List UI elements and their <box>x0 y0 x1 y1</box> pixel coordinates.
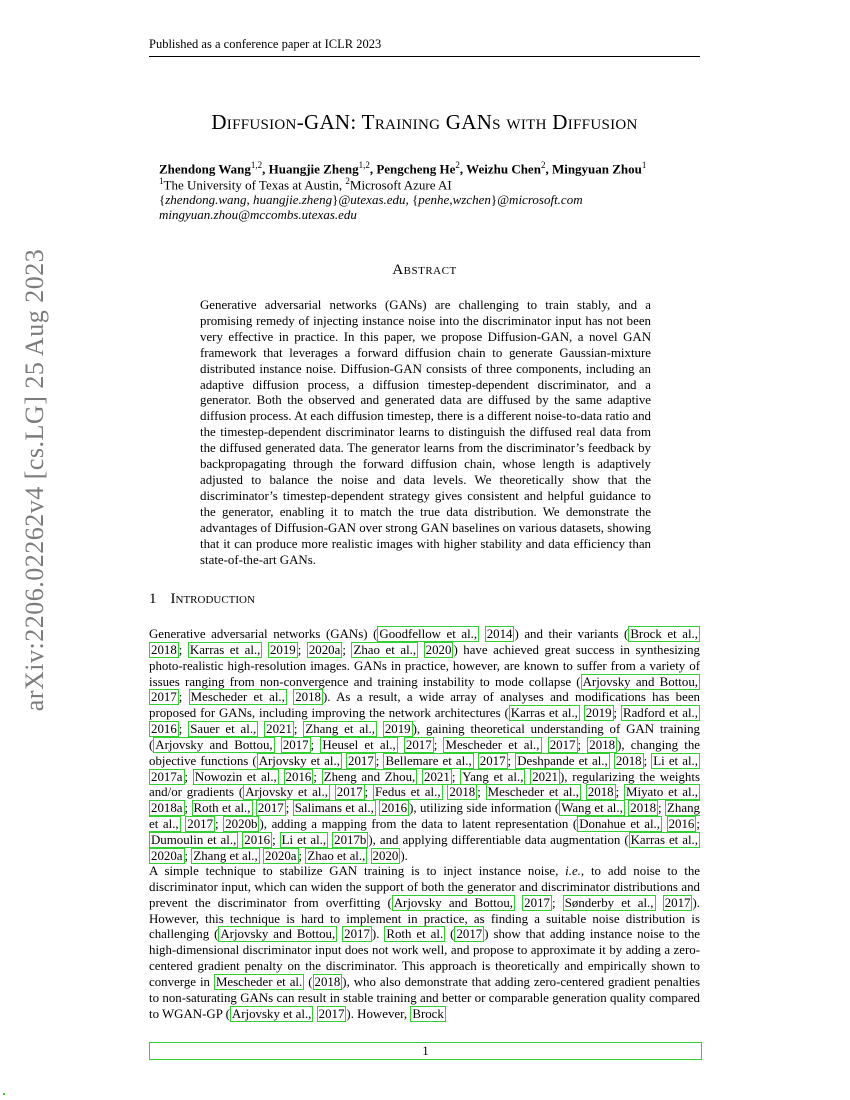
citation-link[interactable]: Karras et al., <box>630 832 698 847</box>
citation-link[interactable]: Deshpande et al., <box>517 753 608 768</box>
affiliation-mark: 2 <box>345 176 350 186</box>
citation-link[interactable]: Arjovsky and Bottou, <box>582 674 698 689</box>
citation-link[interactable]: 2020b <box>225 817 258 832</box>
citation-link[interactable]: Brock <box>412 1006 444 1021</box>
citation-link[interactable]: 2016 <box>285 769 312 784</box>
arxiv-stamp-text: arXiv:2206.02262v4 [cs.LG] 25 Aug 2023 <box>20 248 49 712</box>
citation-link[interactable]: 2021 <box>532 769 558 784</box>
citation-link[interactable]: Zhao et al., <box>353 642 417 657</box>
citation-link[interactable]: Bellemare et al., <box>385 753 472 768</box>
citation-link[interactable]: 2017 <box>348 753 374 768</box>
citation-link[interactable]: 2017 <box>664 895 691 910</box>
citation-link[interactable]: Li et al., <box>281 832 327 847</box>
email-line-1: {zhendong.wang, huangjie.zheng}@utexas.edu, {penhe,wzchen}@microsoft.com <box>159 192 583 207</box>
citation-link[interactable]: Brock et al., <box>630 627 698 641</box>
citation-link[interactable]: Radford et al., <box>622 706 698 721</box>
email-line-2 <box>159 207 357 223</box>
paper-title: Diffusion-GAN: Training GANs with Diffusion <box>211 110 638 134</box>
citation-link[interactable]: 2017 <box>151 690 177 705</box>
citation-link[interactable]: 2017 <box>479 753 506 768</box>
citation-link[interactable]: 2020a <box>265 848 297 863</box>
citation-link[interactable]: Karras et al., <box>189 642 261 657</box>
citation-link[interactable]: 2021 <box>266 722 292 737</box>
citation-link[interactable]: Nowozin et al., <box>194 769 277 784</box>
citation-link[interactable]: Zhao et al., <box>307 848 366 863</box>
citation-link[interactable]: Zhang et al., <box>193 848 258 863</box>
author-name: Huangjie Zheng <box>268 161 359 177</box>
citation-link[interactable]: Sønderby et al., <box>564 895 654 910</box>
author-affiliation-mark: 1,2 <box>250 160 263 170</box>
citation-link[interactable]: Mescheder et al. <box>215 974 303 989</box>
citation-link[interactable]: 2016 <box>151 722 177 737</box>
email-group-1: zhendong.wang, huangjie.zheng <box>165 192 333 207</box>
affiliation-mark: 1 <box>159 176 164 186</box>
citation-link[interactable]: Arjovsky et al., <box>245 785 328 800</box>
citation-link[interactable]: 2017b <box>334 832 367 847</box>
citation-link[interactable]: 2020a <box>308 642 341 657</box>
section-heading <box>149 591 255 608</box>
citation-link[interactable]: 2017 <box>549 737 576 752</box>
section-number: 1 <box>149 591 157 607</box>
citation-link[interactable]: 2017 <box>405 737 432 752</box>
citation-link[interactable]: 2017 <box>456 927 483 942</box>
citation-link[interactable]: 2020a <box>151 848 183 863</box>
citation-link[interactable]: Li et al., <box>653 753 698 768</box>
abstract-heading: Abstract <box>392 262 457 278</box>
citation-link[interactable]: 2017 <box>187 817 214 832</box>
author-name: Mingyuan Zhou <box>551 161 642 177</box>
citation-link[interactable]: 2014 <box>486 627 513 641</box>
citation-link[interactable]: Arjovsky and Bottou, <box>393 895 513 910</box>
email-address: mingyuan.zhou@mccombs.utexas.edu <box>159 207 357 222</box>
citation-link[interactable]: 2020 <box>372 848 399 863</box>
citation-link[interactable]: 2019 <box>585 706 612 721</box>
citation-link[interactable]: 2016 <box>668 817 695 832</box>
email-domain-2: @microsoft.com <box>497 192 583 207</box>
citation-link[interactable]: Karras et al., <box>510 706 578 721</box>
running-head: Published as a conference paper at ICLR 2023 <box>149 37 700 57</box>
citation-link[interactable]: Yang et al., <box>462 769 524 784</box>
citation-link[interactable]: Zhang et al., <box>149 801 700 832</box>
citation-link[interactable]: 2017 <box>318 1006 345 1021</box>
affiliation-name: The University of Texas at Austin <box>163 177 339 193</box>
author-affiliation-mark: 2 <box>540 160 546 170</box>
affiliations: $^1$The University of Texas at Austin, $^2$Microsoft Azure AI <box>159 176 452 193</box>
citation-link[interactable]: 2018 <box>589 737 616 752</box>
citation-link[interactable]: 2017 <box>282 737 309 752</box>
citation-link[interactable]: 2021 <box>424 769 450 784</box>
page-number[interactable]: 1 <box>149 1042 702 1060</box>
author-list: Zhendong Wang$^{1,2}$, Huangjie Zheng$^{1,2}$, Pengcheng He$^2$, Weizhu Chen$^2$, Mingyuan Zhou$^1$ <box>159 160 647 177</box>
citation-link[interactable]: Mescheder et al., <box>445 737 540 752</box>
author-name: Pengcheng He <box>376 161 456 177</box>
italic-text: i.e. <box>565 864 581 878</box>
citation-link[interactable]: 2018 <box>314 974 341 989</box>
section-title: Introduction <box>170 591 255 607</box>
citation-link[interactable]: Fedus et al., <box>375 785 441 800</box>
citation-link[interactable]: 2018 <box>449 785 476 800</box>
citation-link[interactable]: 2018 <box>587 785 614 800</box>
citation-link[interactable]: Mescheder et al., <box>487 785 579 800</box>
author-name: Zhendong Wang <box>159 161 251 177</box>
citation-link[interactable]: 2016 <box>381 801 408 816</box>
citation-link[interactable]: 2017 <box>524 895 550 910</box>
intro-paragraph-1: Generative adversarial networks (GANs) ( Goodfellow et al., 2014 ) and their variants ( Brock et al., 2018 ; Karras et al., 2019 ; 2020a ; Zhao et al., 2020 ) have achieved great success in synthesizing photo-realistic high-resolution images. GANs in practice, however, are known to suffer from a variety of issues ranging from non-convergence and training instability to mode collapse ( Arjovsky and Bottou, 2017 ; Mescheder et al., 2018 ). As a result, a wide array of analyses and modifications has been proposed for GANs, including improving the network architectures ( Karras et al., 2019 ; Radford et al., 2016 ; Sauer et al., 2021 ; Zhang et al., 2019 ), gaining theoretical understanding of GAN training ( Arjovsky and Bottou, 2017 ; Heusel et al., 2017 ; Mescheder et al., 2017 ; 2018 ), changing the objective functions ( Arjovsky et al., 2017 ; Bellemare et al., 2017 ; Deshpande et al., 2018 ; Li et al., 2017a ; Nowozin et al., 2016 ; Zheng and Zhou, 2021 ; Yang et al., 2021 ), regularizing the weights and/or gradients ( Arjovsky et al., 2017 ; Fedus et al., 2018 ; Mescheder et al., 2018 ; Miyato et al., 2018a ; Roth et al., 2017 ; Salimans et al., 2016 ), utilizing side information ( Wang et al., 2018 ; Zhang et al., 2017 ; 2020b ), adding a mapping from the data to latent representation ( Donahue et al., 2016 ; Dumoulin et al., 2016 ; Li et al., 2017b ), and applying differentiable data augmentation ( Karras et al., 2020a ; Zhang et al., 2020a ; Zhao et al., 2020 ). <box>149 627 701 863</box>
citation-link[interactable]: Arjovsky and Bottou, <box>155 737 273 752</box>
citation-link[interactable]: Zheng and Zhou, <box>323 769 416 784</box>
citation-link[interactable]: 2018 <box>630 801 657 816</box>
author-affiliation-mark: 2 <box>455 160 460 170</box>
citation-link[interactable]: Arjovsky et al., <box>258 753 340 768</box>
email-domain-1: @utexas.edu <box>338 192 406 207</box>
citation-link[interactable]: Roth et al. <box>386 927 444 942</box>
intro-paragraph-2: A simple technique to stabilize GAN training is to inject instance noise, i.e., to add noise to the discriminator input, which can widen the support of both the generator and discriminator distributions and prevent the discriminator from overfitting ( Arjovsky and Bottou, 2017 ; Sønderby et al., 2017 ). However, this technique is hard to implement in practice, as finding a suitable noise distribution is challenging ( Arjovsky and Bottou, 2017 ). Roth et al. ( 2017 ) show that adding instance noise to the high-dimensional discriminator input does not work well, and propose to approximate it by adding a zero-centered gradient penalty on the discriminator. This approach is theoretically and empirically shown to converge in Mescheder et al. ( 2018 ), who also demonstrate that adding zero-centered gradient penalties to non-saturating GANs can result in stable training and better or comparable generation quality compared to WGAN-GP ( Arjovsky et al., 2017 ). However, Brock <box>149 864 700 1021</box>
citation-link[interactable]: Donahue et al., <box>579 817 660 832</box>
citation-link[interactable]: 2019 <box>269 642 296 657</box>
citation-link[interactable]: Zhang et al., <box>305 722 375 737</box>
citation-link[interactable]: 2020 <box>425 642 452 657</box>
citation-link[interactable]: Mescheder et al., <box>190 690 285 705</box>
citation-link[interactable]: 2016 <box>244 832 271 847</box>
citation-link[interactable]: 2018 <box>295 690 321 705</box>
citation-link[interactable]: Goodfellow et al., <box>379 627 478 641</box>
citation-link[interactable]: 2017 <box>257 801 284 816</box>
email-group-2: penhe,wzchen <box>418 192 491 207</box>
author-name: Weizhu Chen <box>466 161 541 177</box>
citation-link[interactable]: 2019 <box>384 722 411 737</box>
citation-link[interactable]: 2018a <box>151 801 183 816</box>
citation-link[interactable]: Heusel et al., <box>322 737 396 752</box>
citation-link[interactable]: 2017a <box>151 769 183 784</box>
author-affiliation-mark: 1 <box>641 160 647 170</box>
citation-link[interactable]: Arjovsky et al., <box>231 1006 312 1021</box>
citation-link[interactable]: Sauer et al., <box>190 722 257 737</box>
citation-link[interactable]: 2017 <box>344 927 370 942</box>
link-marker <box>3 1093 5 1095</box>
citation-link[interactable]: 2018 <box>615 753 642 768</box>
citation-link[interactable]: Miyato et al., <box>626 785 699 800</box>
citation-link[interactable]: 2017 <box>336 785 363 800</box>
affiliation-name: Microsoft Azure AI <box>349 177 452 193</box>
citation-link[interactable]: Dumoulin et al., <box>151 832 237 847</box>
citation-link[interactable]: 2018 <box>151 642 177 657</box>
citation-link[interactable]: Salimans et al., <box>294 801 374 816</box>
citation-link[interactable]: Arjovsky and Bottou, <box>220 927 336 942</box>
citation-link[interactable]: Wang et al., <box>561 801 623 816</box>
author-affiliation-mark: 1,2 <box>358 160 370 170</box>
abstract-body: Generative adversarial networks (GANs) are challenging to train stably, and a promising remedy of injecting instance noise into the discriminator input has not been very effective in practice. In this paper, we propose Diffusion-GAN, a novel GAN framework that leverages a forward diffusion chain to generate Gaussian-mixture distributed instance noise. Diffusion-GAN consists of three components, including an adaptive diffusion process, a diffusion timestep-dependent discriminator, and a generator. Both the observed and generated data are diffused by the same adaptive diffusion process. At each diffusion timestep, there is a different noise-to-data ratio and the timestep-dependent discriminator learns to distinguish the diffused real data from the diffused generated data. The generator learns from the discriminator’s feedback by backpropagating through the forward diffusion chain, whose length is adaptively adjusted to balance the noise and data levels. We theoretically show that the discriminator’s timestep-dependent strategy gives consistent and helpful guidance to the generator, enabling it to match the true data distribution. We demonstrate the advantages of Diffusion-GAN over strong GAN baselines on various datasets, showing that it can produce more realistic images with higher stability and data efficiency than state-of-the-art GANs. <box>200 298 651 567</box>
citation-link[interactable]: Roth et al., <box>193 801 251 816</box>
